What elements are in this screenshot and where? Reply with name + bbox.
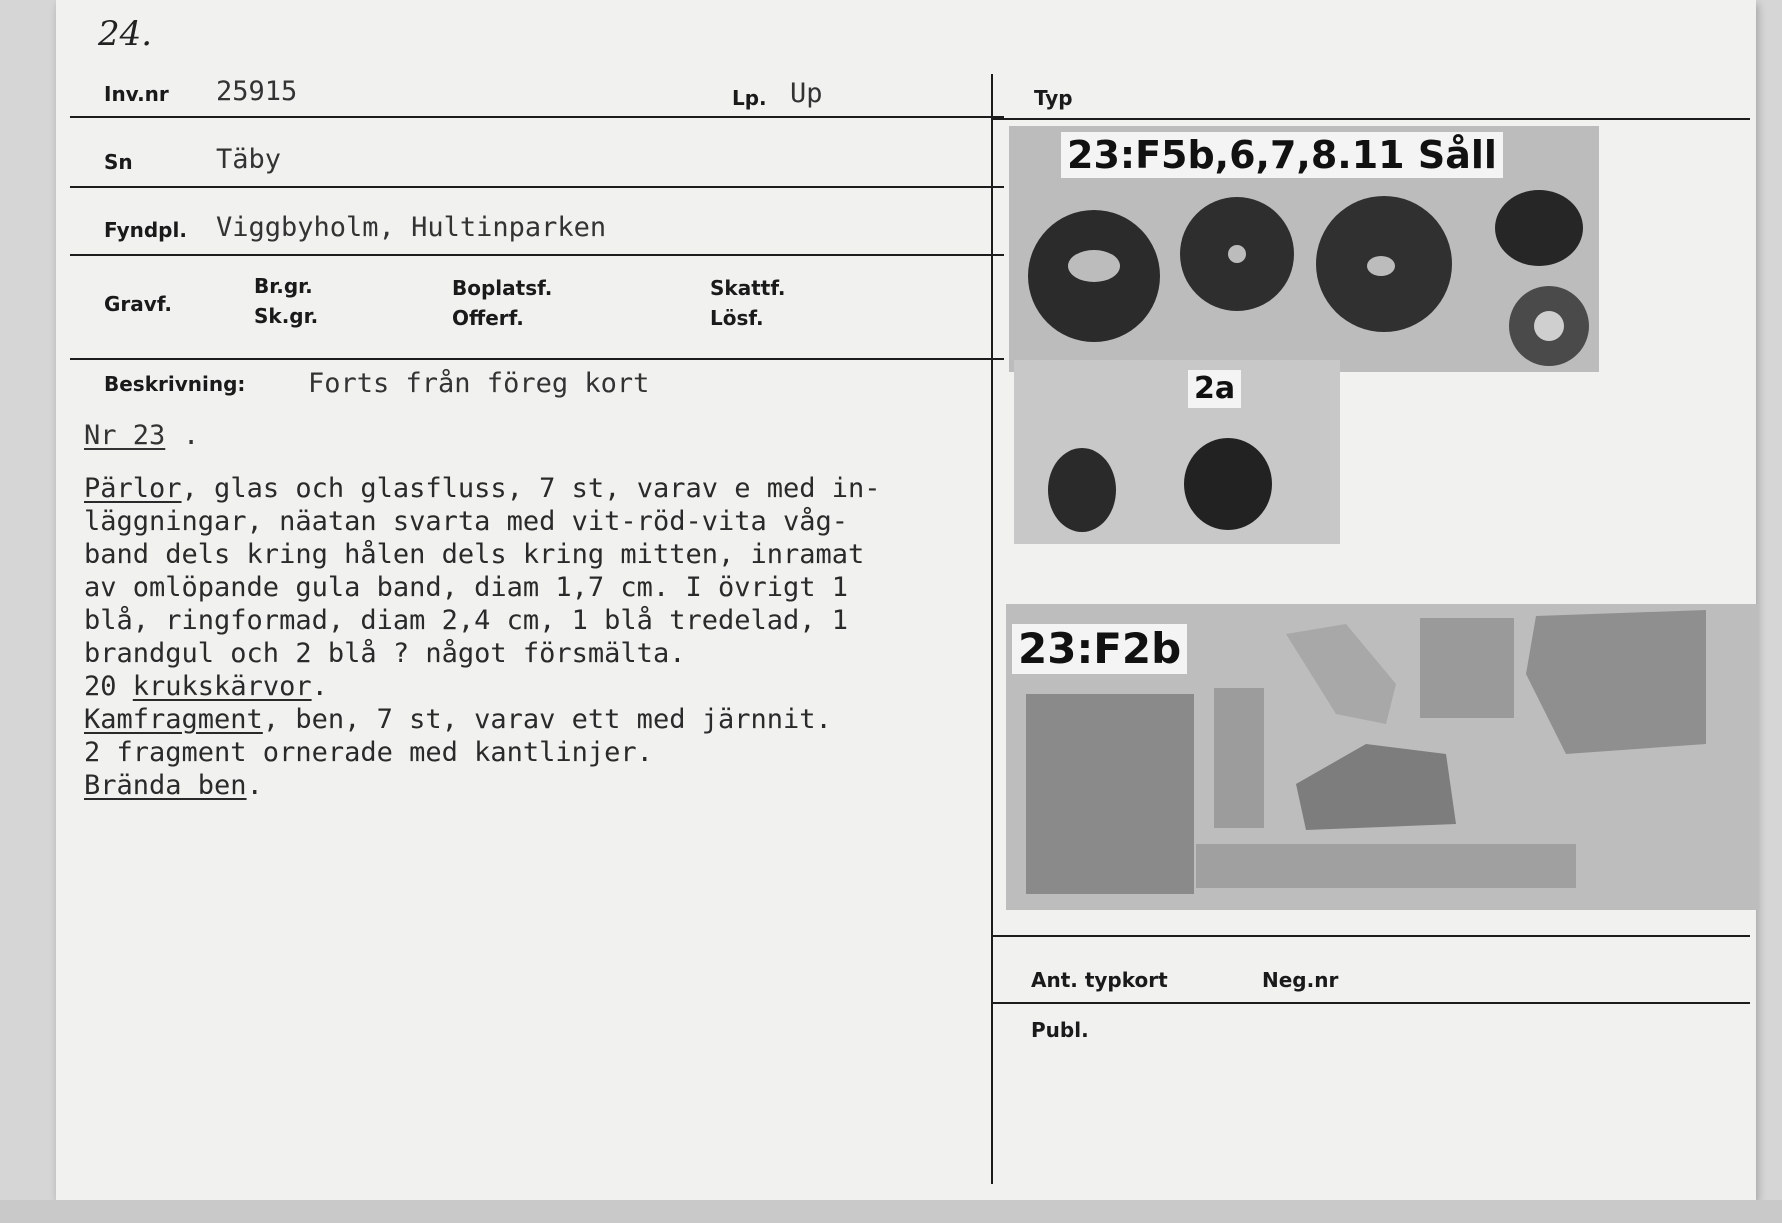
rule-publ xyxy=(993,1002,1750,1004)
comb-fragment-4 xyxy=(1420,618,1514,718)
beskrivning-label: Beskrivning: xyxy=(104,372,246,396)
comb-fragment-7 xyxy=(1196,844,1576,888)
desc-line: brandgul och 2 blå ? något försmälta. xyxy=(84,638,686,669)
desc-line: av omlöpande gula band, diam 1,7 cm. I övrigt 1 xyxy=(84,572,849,603)
comb-fragment-2 xyxy=(1214,688,1264,828)
description-nr: Nr 23 xyxy=(84,420,166,451)
gravf-label: Gravf. xyxy=(104,292,173,316)
comb-fragment-1 xyxy=(1026,694,1194,894)
beads-2-illustration xyxy=(1014,360,1340,544)
catalog-card xyxy=(56,0,1756,1200)
desc-line: Brända ben. xyxy=(84,770,263,801)
publ-label: Publ. xyxy=(1031,1018,1089,1042)
br-gr-label: Br.gr. xyxy=(254,274,313,298)
desc-line: band dels kring hålen dels kring mitten, inramat xyxy=(84,539,865,570)
photo-beads-2-label: 2a xyxy=(1188,370,1241,408)
card-number: 24. xyxy=(98,14,153,54)
sn-value: Täby xyxy=(216,144,282,175)
fyndpl-value: Viggbyholm, Hultinparken xyxy=(216,212,607,243)
sn-label: Sn xyxy=(104,150,133,174)
photo-comb-fragments xyxy=(1006,604,1758,910)
comb-fragment-5 xyxy=(1526,610,1706,754)
photo-beads-2 xyxy=(1014,360,1340,544)
neg-nr-label: Neg.nr xyxy=(1262,968,1339,992)
fyndpl-label: Fyndpl. xyxy=(104,218,187,242)
lp-value: Up xyxy=(790,78,823,109)
desc-line: Pärlor, glas och glasfluss, 7 st, varav e med in- xyxy=(84,473,881,504)
desc-line: blå, ringformad, diam 2,4 cm, 1 blå tredelad, 1 xyxy=(84,605,849,636)
boplatsf-label: Boplatsf. xyxy=(452,276,553,300)
rule-typ xyxy=(993,118,1750,120)
inv-nr-label: Inv.nr xyxy=(104,82,169,106)
rule-inv xyxy=(70,116,1004,118)
description-nr-period: . xyxy=(183,420,200,451)
desc-term-krukskarvor: krukskärvor xyxy=(132,671,312,702)
bead-6 xyxy=(1048,448,1116,532)
desc-line: 2 fragment ornerade med kantlinjer. xyxy=(84,737,653,768)
description-body xyxy=(84,472,1004,802)
rule-sn xyxy=(70,186,1004,188)
sk-gr-label: Sk.gr. xyxy=(254,304,319,328)
beads-illustration xyxy=(1009,126,1599,372)
desc-term-parlor: Pärlor xyxy=(84,473,182,504)
bead-7 xyxy=(1184,438,1272,530)
rule-gravf xyxy=(70,358,1004,360)
desc-line: 20 krukskärvor. xyxy=(84,671,328,702)
photo-comb-label: 23:F2b xyxy=(1012,624,1187,674)
desc-term-kamfragment: Kamfragment xyxy=(84,704,263,735)
desc-line: läggningar, näatan svarta med vit-röd-vita våg- xyxy=(84,506,849,537)
losf-label: Lösf. xyxy=(710,306,764,330)
skattf-label: Skattf. xyxy=(710,276,786,300)
comb-illustration xyxy=(1006,604,1758,910)
inv-nr-value: 25915 xyxy=(216,76,298,107)
lp-label: Lp. xyxy=(732,86,767,110)
photo-beads xyxy=(1009,126,1599,372)
desc-term-brande-ben: Brända ben xyxy=(84,770,247,801)
beskrivning-value: Forts från föreg kort xyxy=(308,368,650,399)
comb-fragment-3 xyxy=(1286,624,1396,724)
typ-label: Typ xyxy=(1034,86,1073,110)
bead-4 xyxy=(1495,190,1583,266)
offerf-label: Offerf. xyxy=(452,306,524,330)
photo-beads-label: 23:F5b,6,7,8.11 Såll xyxy=(1061,132,1503,178)
rule-ant xyxy=(993,935,1750,937)
ant-typkort-label: Ant. typkort xyxy=(1031,968,1168,992)
desc-line: Kamfragment, ben, 7 st, varav ett med järnnit. xyxy=(84,704,832,735)
scan-edge xyxy=(0,1200,1782,1223)
rule-fyndpl xyxy=(70,254,1004,256)
comb-fragment-6 xyxy=(1296,744,1456,830)
